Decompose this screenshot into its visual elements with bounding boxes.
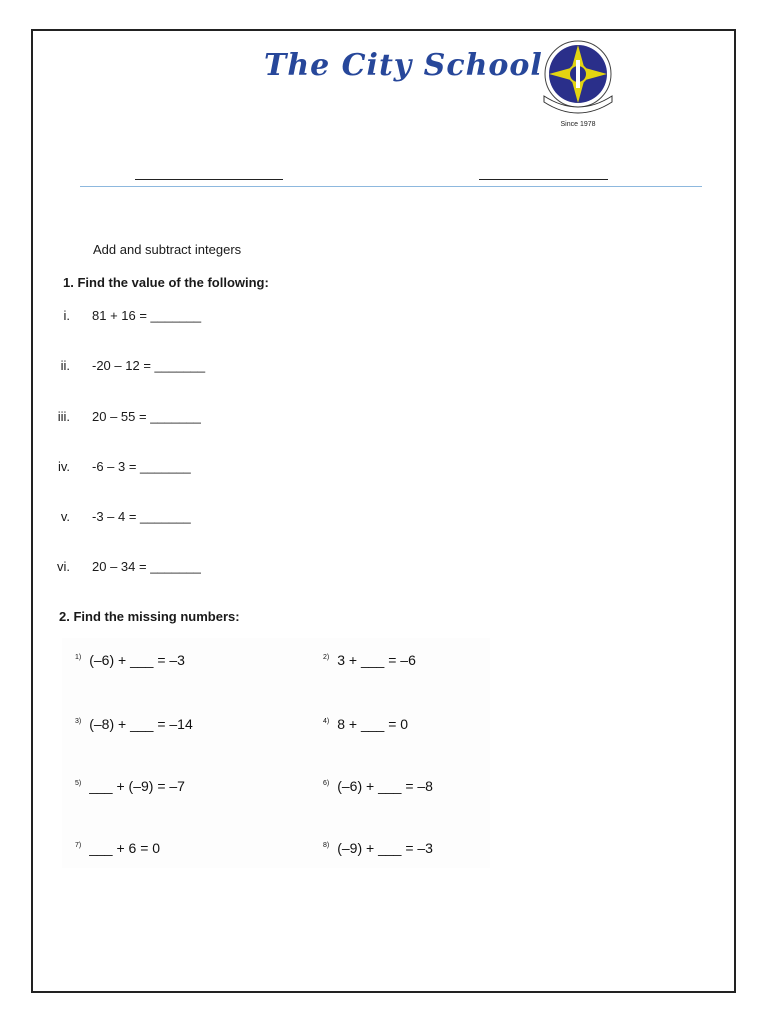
school-title: The City School xyxy=(264,48,543,83)
name-blank-line xyxy=(135,179,283,180)
q1-item-number: iii. xyxy=(57,409,70,424)
header-rule xyxy=(80,186,702,187)
q1-heading: 1. Find the value of the following: xyxy=(63,275,269,290)
missing-number-index: 2) xyxy=(323,654,330,662)
q1-item-expression: 81 + 16 = _______ xyxy=(92,308,202,323)
missing-number-expression: (–9) + ___ = –3 xyxy=(337,840,433,856)
missing-number-expression: ___ + 6 = 0 xyxy=(89,840,161,856)
missing-number-index: 7) xyxy=(75,842,82,850)
logo-since-text: Since 1978 xyxy=(560,121,596,128)
missing-number-expression: (–6) + ___ = –3 xyxy=(89,652,185,668)
missing-number-index: 6) xyxy=(323,780,330,788)
missing-number-index: 8) xyxy=(323,842,330,850)
missing-number-item xyxy=(323,652,416,668)
missing-number-item xyxy=(75,716,193,732)
q1-item-expression: -3 – 4 = _______ xyxy=(92,509,191,524)
missing-number-item xyxy=(75,778,185,794)
q1-item-expression: 20 – 55 = _______ xyxy=(92,409,201,424)
school-crest-icon xyxy=(538,38,618,128)
missing-number-item xyxy=(323,778,433,794)
missing-numbers-grid xyxy=(62,638,490,868)
q1-item-expression: -6 – 3 = _______ xyxy=(92,459,191,474)
missing-number-item xyxy=(323,716,408,732)
missing-number-item xyxy=(75,840,160,856)
q1-item-number: vi. xyxy=(57,559,70,574)
missing-number-expression: 3 + ___ = –6 xyxy=(337,652,416,668)
missing-number-index: 4) xyxy=(323,718,330,726)
q1-item-number: ii. xyxy=(60,358,70,373)
missing-number-expression: (–6) + ___ = –8 xyxy=(337,778,433,794)
q1-item-number: i. xyxy=(63,308,70,323)
worksheet-subtitle: Add and subtract integers xyxy=(93,242,242,257)
q2-heading: 2. Find the missing numbers: xyxy=(59,609,240,624)
missing-number-expression: ___ + (–9) = –7 xyxy=(89,778,185,794)
date-blank-line xyxy=(479,179,608,180)
missing-number-expression: 8 + ___ = 0 xyxy=(337,716,409,732)
q1-item-number: iv. xyxy=(57,459,70,474)
missing-number-item xyxy=(75,652,185,668)
q1-item-number: v. xyxy=(60,509,70,524)
missing-number-expression: (–8) + ___ = –14 xyxy=(89,716,193,732)
missing-number-index: 3) xyxy=(75,718,82,726)
q1-item-expression: -20 – 12 = _______ xyxy=(92,358,206,373)
missing-number-index: 1) xyxy=(75,654,82,662)
q1-item-expression: 20 – 34 = _______ xyxy=(92,559,201,574)
missing-number-item xyxy=(323,840,433,856)
missing-number-index: 5) xyxy=(75,780,82,788)
